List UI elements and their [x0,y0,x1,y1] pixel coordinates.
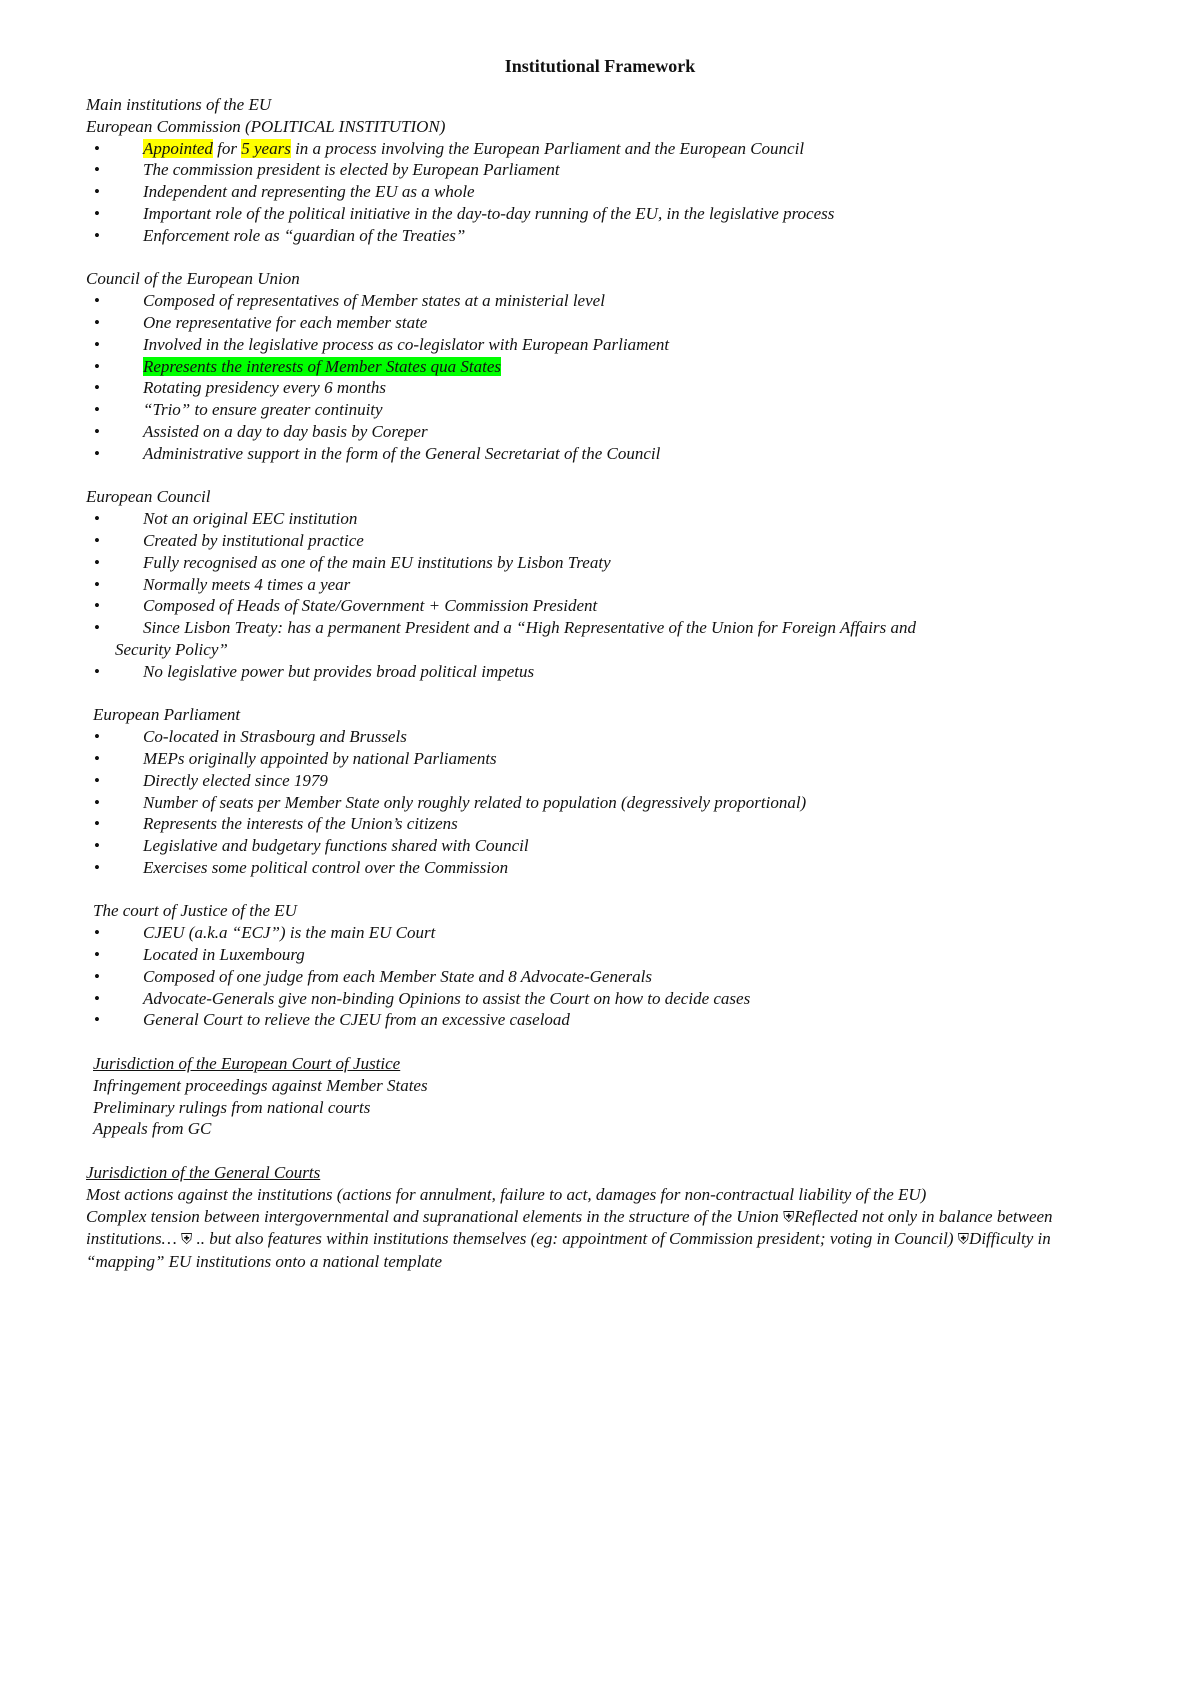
item-text: Assisted on a day to day basis by Coreper [143,421,428,441]
bullet-icon: • [94,836,100,856]
list-item [86,443,1046,465]
text: in a process involving the European Parliament and the European Council [290,138,805,158]
list-item [86,421,1046,443]
bullet-icon: • [94,945,100,965]
item-text: “Trio” to ensure greater continuity [143,400,383,420]
item-text: Composed of representatives of Member states at a ministerial level [143,291,605,311]
bullet-icon: • [94,400,100,420]
item-text: MEPs originally appointed by national Parliaments [143,748,497,768]
item-text: Independent and representing the EU as a whole [143,182,475,202]
list-item [86,857,1046,879]
list-item [86,159,1046,181]
text: Complex tension between intergovernmental and supranational elements in the structure of the Union [86,1206,784,1226]
bullet-icon: • [94,312,100,332]
list-item [86,377,1046,399]
list-item [86,138,1046,160]
list-item [86,944,1046,966]
intro-line: Main institutions of the EU [86,95,272,114]
bullet-icon: • [94,748,100,768]
item-text: The commission president is elected by European Parliament [143,160,560,180]
item-text: Normally meets 4 times a year [143,574,351,594]
list-item [86,922,1046,944]
jurisdiction-gc-line: Most actions against the institutions (actions for annulment, failure to act, damages for non-contractual liability of the EU) [86,1184,927,1204]
court-heading: The court of Justice of the EU [93,901,297,921]
commission-heading: European Commission (POLITICAL INSTITUTION) [86,116,446,136]
bullet-icon: • [94,138,100,158]
shield-icon: ⛨ [783,1207,795,1226]
commission-list [86,138,1046,247]
item-text: Composed of Heads of State/Government + Commission President [143,596,598,616]
highlight-appointed: Appointed [143,138,213,158]
item-text: Involved in the legislative process as co-legislator with European Parliament [143,334,670,354]
item-text: Composed of one judge from each Member State and 8 Advocate-Generals [143,966,652,986]
item-text: Legislative and budgetary functions shared with Council [143,836,529,856]
bullet-icon: • [94,574,100,594]
item-text: Fully recognised as one of the main EU institutions by Lisbon Treaty [143,552,611,572]
list-item [86,770,1046,792]
bullet-icon: • [94,814,100,834]
list-item [86,813,1046,835]
bullet-icon: • [94,1010,100,1030]
bullet-icon: • [94,618,100,638]
bullet-icon: • [94,727,100,747]
list-item [86,617,975,661]
item-text: Advocate-Generals give non-binding Opinions to assist the Court on how to decide cases [143,988,751,1008]
list-item [86,399,1046,421]
item-text: Located in Luxembourg [143,945,305,965]
highlighted-item-text: Represents the interests of Member States qua States [143,356,502,376]
list-item [86,748,1046,770]
bullet-icon: • [94,443,100,463]
bullet-icon: • [94,966,100,986]
jurisdiction-ecj-line: Preliminary rulings from national courts [93,1097,371,1117]
list-item [86,574,1046,596]
list-item [86,225,1046,247]
bullet-icon: • [94,509,100,529]
jurisdiction-ecj-line: Infringement proceedings against Member States [93,1075,428,1095]
parliament-list [86,726,1046,879]
list-item [86,835,1046,857]
jurisdiction-ecj-line: Appeals from GC [93,1119,212,1139]
list-item [86,290,1046,312]
list-item [86,334,1046,356]
item-text: Number of seats per Member State only roughly related to population (degressively proportional) [143,792,807,812]
item-text: One representative for each member state [143,312,428,332]
bullet-icon: • [94,334,100,354]
list-item [86,1009,1046,1031]
jurisdiction-gc-heading: Jurisdiction of the General Courts [86,1163,321,1183]
bullet-icon: • [94,203,100,223]
list-item [86,312,1046,334]
item-text: Enforcement role as “guardian of the Treaties” [143,225,466,245]
item-text: No legislative power but provides broad political impetus [143,661,535,681]
bullet-icon: • [94,552,100,572]
list-item [86,966,1046,988]
bullet-icon: • [94,988,100,1008]
european-council-heading: European Council [86,487,211,507]
list-item [86,508,1046,530]
shield-icon: ⛨ [180,1230,193,1249]
bullet-icon: • [94,923,100,943]
list-item [86,181,1046,203]
item-text: General Court to relieve the CJEU from an excessive caseload [143,1010,570,1030]
item-text: CJEU (a.k.a “ECJ”) is the main EU Court [143,923,436,943]
item-text: Directly elected since 1979 [143,770,328,790]
list-item [86,661,1046,683]
council-eu-list [86,290,1046,464]
conclusion-paragraph [86,1206,1056,1273]
item-text: Important role of the political initiative in the day-to-day running of the EU, in the legislative process [143,203,835,223]
item-text: Administrative support in the form of the General Secretariat of the Council [143,443,661,463]
item-text: Co-located in Strasbourg and Brussels [143,727,407,747]
text: Difficulty in “mapping” EU institutions onto a national template [86,1229,1051,1272]
bullet-icon: • [94,160,100,180]
bullet-icon: • [94,378,100,398]
list-item [86,726,1046,748]
shield-icon: ⛨ [957,1230,970,1249]
bullet-icon: • [94,596,100,616]
bullet-icon: • [94,291,100,311]
court-list [86,922,1046,1031]
european-council-list [86,508,1046,682]
list-item [86,356,1046,378]
text: .. but also features within institutions themselves (eg: appointment of Commission president; voting in Council) [192,1229,958,1249]
bullet-icon: • [94,857,100,877]
bullet-icon: • [94,225,100,245]
list-item [86,552,1046,574]
bullet-icon: • [94,792,100,812]
text: for [212,138,242,158]
item-text: Since Lisbon Treaty: has a permanent President and a “High Representative of the Union for Foreign Affairs and Security Policy” [115,618,916,659]
list-item [86,530,1046,552]
document-title: Institutional Framework [504,56,696,76]
list-item [86,988,1046,1010]
list-item [86,792,1046,814]
bullet-icon: • [94,356,100,376]
text: Reflected not only in balance between institutions… [86,1206,1053,1249]
list-item [86,203,1046,225]
bullet-icon: • [94,182,100,202]
list-item [86,595,1046,617]
item-text: Represents the interests of the Union’s citizens [143,814,458,834]
bullet-icon: • [94,421,100,441]
document-body [86,94,1053,1273]
item-text: Exercises some political control over the Commission [143,857,509,877]
council-eu-heading: Council of the European Union [86,269,300,289]
item-text: Not an original EEC institution [143,509,358,529]
bullet-icon: • [94,530,100,550]
bullet-icon: • [94,770,100,790]
item-text: Created by institutional practice [143,530,364,550]
bullet-icon: • [94,661,100,681]
jurisdiction-ecj-heading: Jurisdiction of the European Court of Justice [93,1054,401,1074]
item-text: Rotating presidency every 6 months [143,378,386,398]
highlight-5-years: 5 years [241,138,291,158]
parliament-heading: European Parliament [93,705,241,725]
